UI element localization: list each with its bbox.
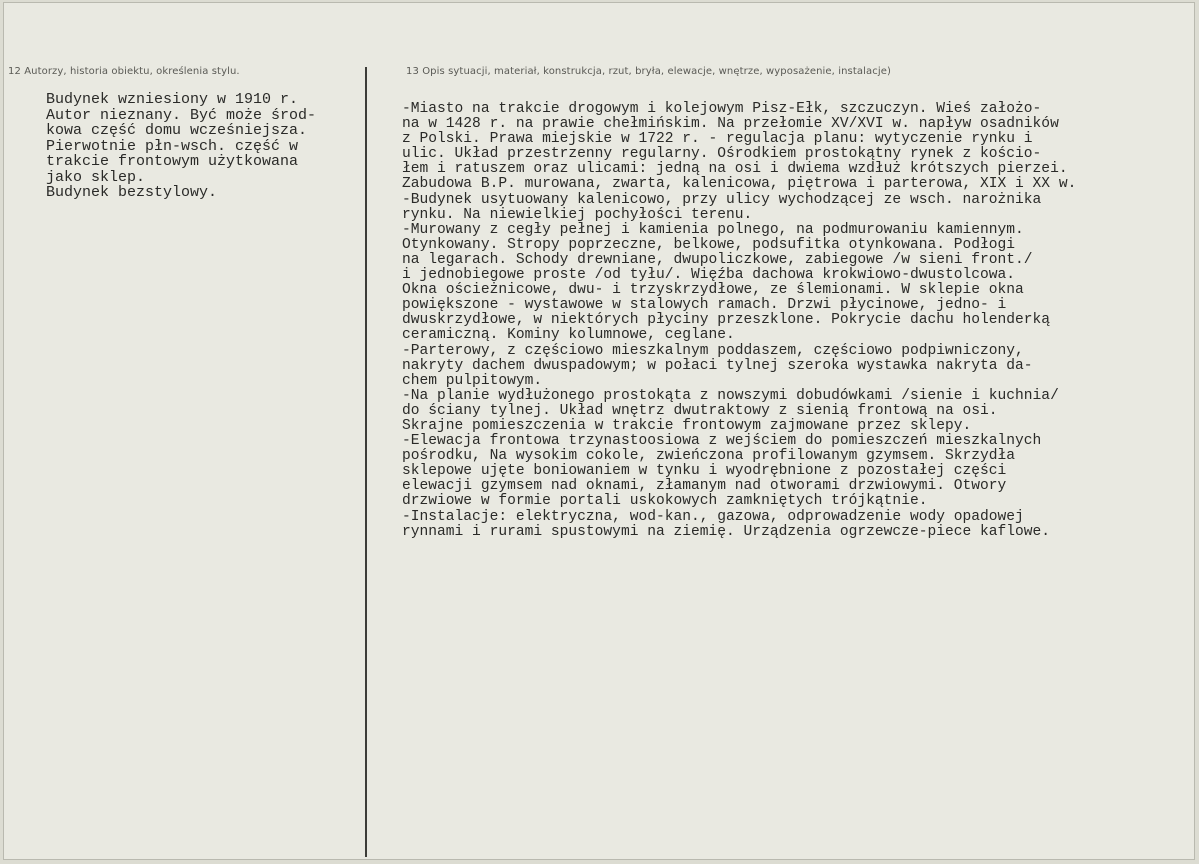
text-line: nakryty dachem dwuspadowym; w połaci tylnej szeroka wystawka nakryta da-	[402, 357, 1033, 374]
text-line: -Miasto na trakcie drogowym i kolejowym Pisz-Ełk, szczuczyn. Wieś założo-	[402, 101, 1042, 117]
text-line: drzwiowe w formie portali uskokowych zamkniętych trójkątnie.	[402, 493, 928, 510]
text-line: -Budynek usytuowany kalenicowo, przy ulicy wychodzącej ze wsch. narożnika	[402, 191, 1042, 208]
text-line: Otynkowany. Stropy poprzeczne, belkowe, podsufitka otynkowana. Podłogi	[402, 236, 1016, 253]
text-line: do ściany tylnej. Układ wnętrz dwutraktowy z sienią frontową na osi.	[402, 402, 998, 419]
column-divider	[365, 67, 367, 857]
text-line: Budynek bezstylowy.	[46, 184, 218, 201]
text-line: Pierwotnie płn-wsch. część w	[46, 137, 299, 155]
text-line: jako sklep.	[46, 168, 146, 186]
text-line: na w 1428 r. na prawie chełmińskim. Na przełomie XV/XVI w. napływ osadników	[402, 116, 1059, 133]
text-line: dwuskrzydłowe, w niektórych płyciny przeszklone. Pokrycie dachu holenderką	[402, 312, 1051, 329]
text-line: z Polski. Prawa miejskie w 1722 r. - regulacja planu: wytyczenie rynku i	[402, 131, 1033, 148]
section-12-header: 12 Autorzy, historia obiektu, określenia stylu.	[8, 66, 240, 77]
text-line: Autor nieznany. Być może środ-	[46, 106, 317, 124]
text-line: i jednobiegowe proste /od tyłu/. Więźba dachowa krokwiowo-dwustolcowa.	[402, 267, 1016, 284]
text-line: Okna ościeżnicowe, dwu- i trzyskrzydłowe, ze ślemionami. W sklepie okna	[402, 282, 1024, 299]
text-line: elewacji gzymsem nad oknami, złamanym nad otworami drzwiowymi. Otwory	[402, 478, 1007, 495]
text-line: łem i ratuszem oraz ulicami: jedną na osi i dwiema wzdłuż krótszych pierzei.	[402, 161, 1068, 178]
description-text	[402, 102, 1076, 540]
text-line: rynnami i rurami spustowymi na ziemię. Urządzenia ogrzewcze-piece kaflowe.	[402, 523, 1051, 540]
text-line: Skrajne pomieszczenia w trakcie frontowym zajmowane przez sklepy.	[402, 417, 972, 434]
text-line: trakcie frontowym użytkowana	[46, 153, 299, 170]
text-line: -Elewacja frontowa trzynastoosiowa z wejściem do pomieszczeń mieszkalnych	[402, 433, 1042, 450]
text-line: -Na planie wydłużonego prostokąta z nowszymi dobudówkami /sienie i kuchnia/	[402, 387, 1059, 404]
text-line: na legarach. Schody drewniane, dwupoliczkowe, zabiegowe /w sieni front./	[402, 251, 1033, 268]
text-line: ulic. Układ przestrzenny regularny. Ośrodkiem prostokątny rynek z kościo-	[402, 146, 1042, 163]
text-line: powiększone - wystawowe w stalowych ramach. Drzwi płycinowe, jedno- i	[402, 297, 1007, 314]
section-13-header: 13 Opis sytuacji, materiał, konstrukcja, rzut, bryła, elewacje, wnętrze, wyposażenie, instalacje)	[406, 66, 891, 77]
text-line: rynku. Na niewielkiej pochyłości terenu.	[402, 206, 753, 223]
text-line: Zabudowa B.P. murowana, zwarta, kalenicowa, piętrowa i parterowa, XIX i XX w.	[402, 176, 1077, 193]
history-text	[46, 92, 316, 201]
text-line: -Murowany z cegły pełnej i kamienia polnego, na podmurowaniu kamiennym.	[402, 221, 1024, 238]
text-line: -Instalacje: elektryczna, wod-kan., gazowa, odprowadzenie wody opadowej	[402, 508, 1024, 525]
text-line: sklepowe ujęte boniowaniem w tynku i wyodrębnione z pozostałej części	[402, 463, 1007, 480]
record-card	[3, 2, 1195, 860]
text-line: pośrodku, Na wysokim cokole, zwieńczona profilowanym gzymsem. Skrzydła	[402, 448, 1016, 465]
text-line: chem pulpitowym.	[402, 372, 543, 389]
text-line: ceramiczną. Kominy kolumnowe, ceglane.	[402, 327, 735, 344]
text-line: -Parterowy, z częściowo mieszkalnym poddaszem, częściowo podpiwniczony,	[402, 342, 1024, 359]
text-line: kowa część domu wcześniejsza.	[46, 122, 308, 139]
text-line: Budynek wzniesiony w 1910 r.	[46, 91, 299, 108]
